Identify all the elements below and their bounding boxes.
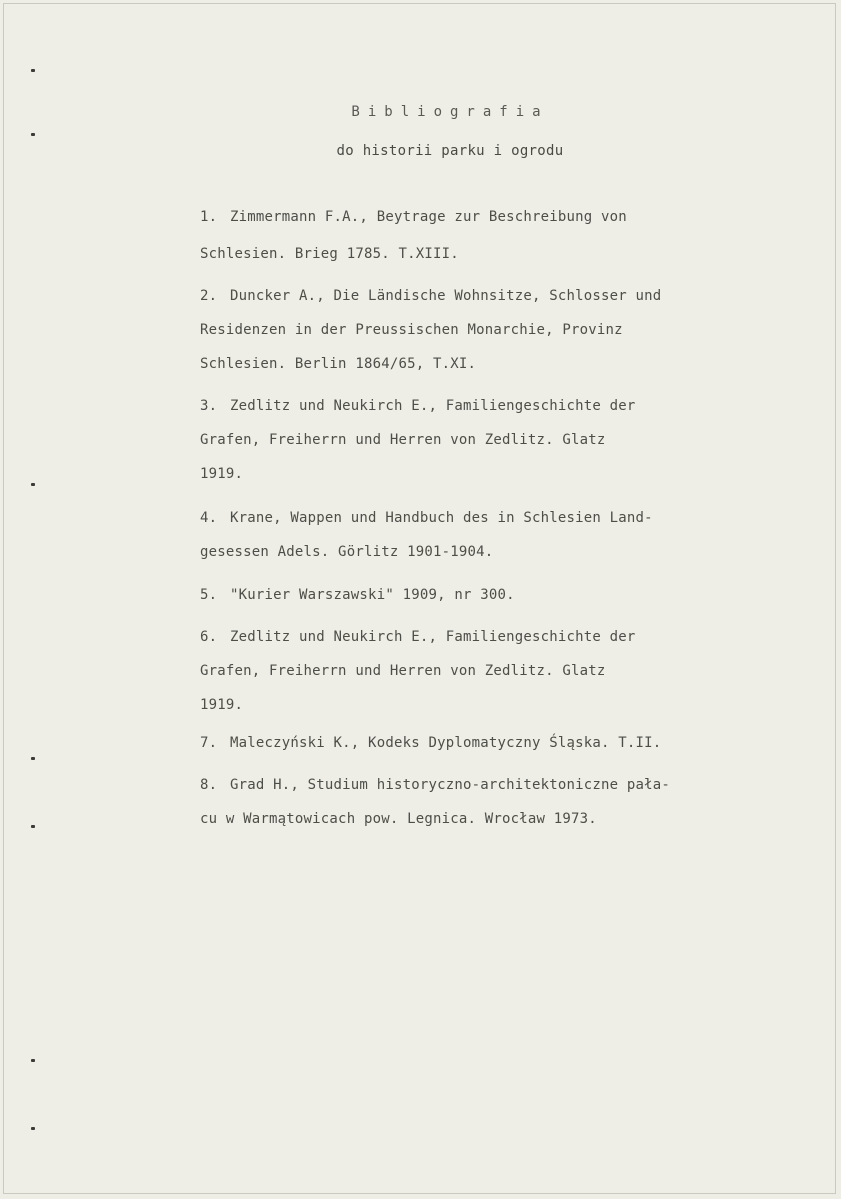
entry-number: 5.	[200, 587, 218, 603]
entry-line	[200, 503, 790, 533]
entry-text: Duncker A., Die Ländische Wohnsitze, Schlosser und	[230, 288, 662, 304]
entry-text: Maleczyński K., Kodeks Dyplomatyczny Śląska. T.II.	[230, 735, 662, 751]
document-subtitle: do historii parku i ogrodu	[336, 143, 564, 159]
entry-line: gesessen Adels. Görlitz 1901-1904.	[200, 544, 494, 560]
entry-line: Schlesien. Berlin 1864/65, T.XI.	[200, 356, 477, 372]
bibliography-entry-6	[200, 622, 790, 720]
entry-number: 6.	[200, 629, 218, 645]
entry-line	[200, 202, 790, 232]
entry-number: 1.	[200, 209, 218, 225]
entry-line: cu w Warmątowicach pow. Legnica. Wrocław 1973.	[200, 811, 597, 827]
entry-line	[200, 580, 790, 610]
entry-line	[200, 770, 790, 800]
entry-text: Grad H., Studium historyczno-architektoniczne pała-	[230, 777, 671, 793]
entry-line: 1919.	[200, 697, 244, 713]
bibliography-entry-3	[200, 391, 790, 489]
entry-line: Grafen, Freiherrn und Herren von Zedlitz. Glatz	[200, 663, 606, 679]
bibliography-entry-1	[200, 202, 790, 269]
margin-dot	[31, 757, 35, 760]
entry-text: Zimmermann F.A., Beytrage zur Beschreibung von	[230, 209, 627, 225]
margin-dot	[31, 69, 35, 72]
entry-text: Zedlitz und Neukirch E., Familiengeschichte der	[230, 398, 636, 414]
entry-text: Krane, Wappen und Handbuch des in Schlesien Land-	[230, 510, 653, 526]
entry-line	[200, 728, 790, 758]
margin-dot	[31, 825, 35, 828]
entry-text: "Kurier Warszawski" 1909, nr 300.	[230, 587, 515, 603]
entry-line	[200, 281, 790, 311]
entry-line	[200, 391, 790, 421]
margin-dot	[31, 483, 35, 486]
margin-dot	[31, 1059, 35, 1062]
bibliography-entry-8	[200, 770, 790, 834]
bibliography-entry-5	[200, 580, 790, 610]
entry-line: Residenzen in der Preussischen Monarchie, Provinz	[200, 322, 623, 338]
bibliography-entry-7	[200, 728, 790, 758]
entry-number: 8.	[200, 777, 218, 793]
entry-number: 4.	[200, 510, 218, 526]
margin-dot	[31, 1127, 35, 1130]
entry-text: Zedlitz und Neukirch E., Familiengeschichte der	[230, 629, 636, 645]
entry-line: Schlesien. Brieg 1785. T.XIII.	[200, 246, 459, 262]
entry-line: 1919.	[200, 466, 244, 482]
entry-line	[200, 622, 790, 652]
bibliography-entry-2	[200, 281, 790, 379]
bibliography-entry-4	[200, 503, 790, 567]
entry-number: 2.	[200, 288, 218, 304]
entry-number: 7.	[200, 735, 218, 751]
document-title: Bibliografia	[351, 104, 549, 120]
margin-dot	[31, 133, 35, 136]
entry-number: 3.	[200, 398, 218, 414]
entry-line: Grafen, Freiherrn und Herren von Zedlitz. Glatz	[200, 432, 606, 448]
